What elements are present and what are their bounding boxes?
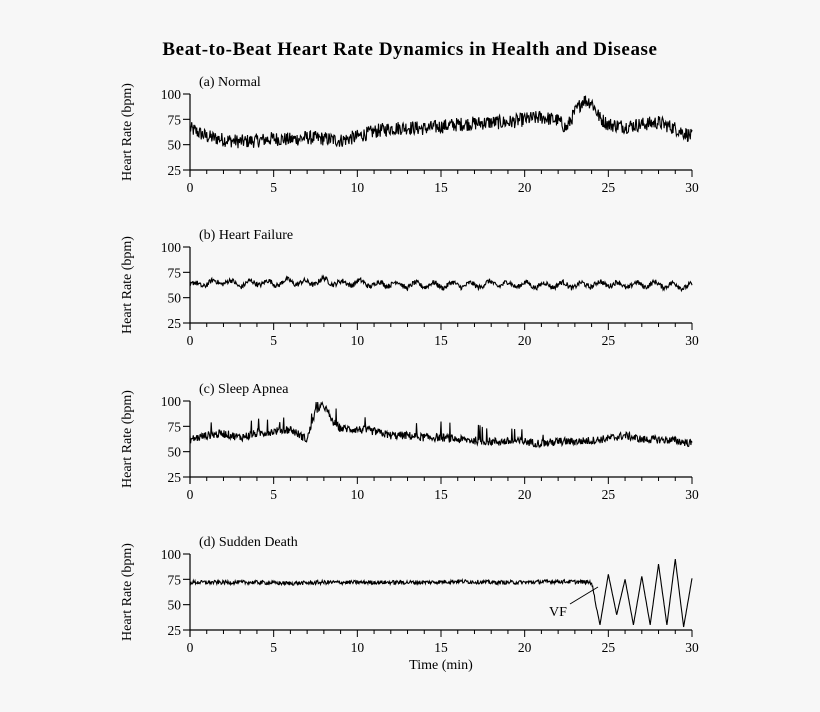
y-tick-label: 50 <box>167 444 181 460</box>
x-tick-label: 15 <box>434 333 448 348</box>
y-tick-label: 75 <box>167 265 181 281</box>
y-axis-label: Heart Rate (bpm) <box>120 543 135 641</box>
x-tick-label: 15 <box>434 180 448 195</box>
x-tick-label: 20 <box>517 487 532 502</box>
x-tick-label: 10 <box>350 487 365 502</box>
x-tick-label: 20 <box>517 640 532 655</box>
x-tick-label: 15 <box>434 487 448 502</box>
x-tick-label: 0 <box>186 333 194 348</box>
panel-label: (c) Sleep Apnea <box>199 382 289 397</box>
y-tick-label: 75 <box>167 419 181 435</box>
y-axis-label: Heart Rate (bpm) <box>120 236 135 334</box>
y-tick-label: 100 <box>160 87 181 102</box>
x-tick-label: 20 <box>517 180 532 195</box>
x-tick-label: 30 <box>685 333 699 348</box>
panel-1 <box>120 75 699 195</box>
x-tick-label: 30 <box>685 487 699 502</box>
y-tick-label: 25 <box>167 470 181 485</box>
series-line <box>190 559 692 627</box>
y-tick-label: 25 <box>167 163 181 178</box>
x-tick-label: 5 <box>270 487 278 502</box>
x-axis-label: Time (min) <box>409 658 473 673</box>
panel-3 <box>120 382 699 502</box>
y-tick-label: 50 <box>167 597 181 613</box>
x-tick-label: 0 <box>186 640 194 655</box>
x-tick-label: 25 <box>601 333 616 348</box>
panel-2 <box>120 228 699 348</box>
y-tick-label: 75 <box>167 112 181 128</box>
series-line <box>190 276 692 290</box>
y-tick-label: 75 <box>167 572 181 588</box>
panel-label: (b) Heart Failure <box>199 228 294 243</box>
series-line <box>190 96 692 149</box>
y-tick-label: 25 <box>167 623 181 638</box>
x-tick-label: 5 <box>270 333 278 348</box>
x-tick-label: 5 <box>270 180 278 195</box>
panel-4 <box>120 535 699 655</box>
vf-annotation: VF <box>549 605 567 620</box>
x-tick-label: 30 <box>685 640 699 655</box>
x-tick-label: 10 <box>350 180 365 195</box>
series-line <box>190 402 692 447</box>
x-tick-label: 10 <box>350 333 365 348</box>
x-tick-label: 15 <box>434 640 448 655</box>
chart-title: Beat-to-Beat Heart Rate Dynamics in Health and Disease <box>162 39 658 60</box>
y-axis-label: Heart Rate (bpm) <box>120 390 135 488</box>
y-tick-label: 100 <box>160 240 181 255</box>
panel-label: (a) Normal <box>199 75 261 90</box>
x-tick-label: 10 <box>350 640 365 655</box>
vf-arrow <box>570 587 598 604</box>
y-tick-label: 50 <box>167 137 181 153</box>
x-tick-label: 25 <box>601 180 616 195</box>
x-tick-label: 0 <box>186 180 194 195</box>
x-tick-label: 20 <box>517 333 532 348</box>
y-tick-label: 100 <box>160 394 181 409</box>
x-tick-label: 0 <box>186 487 194 502</box>
y-axis-label: Heart Rate (bpm) <box>120 83 135 181</box>
panel-label: (d) Sudden Death <box>199 535 298 550</box>
x-tick-label: 25 <box>601 487 616 502</box>
y-tick-label: 100 <box>160 547 181 562</box>
x-tick-label: 30 <box>685 180 699 195</box>
x-tick-label: 5 <box>270 640 278 655</box>
x-tick-label: 25 <box>601 640 616 655</box>
y-tick-label: 50 <box>167 290 181 306</box>
y-tick-label: 25 <box>167 316 181 331</box>
